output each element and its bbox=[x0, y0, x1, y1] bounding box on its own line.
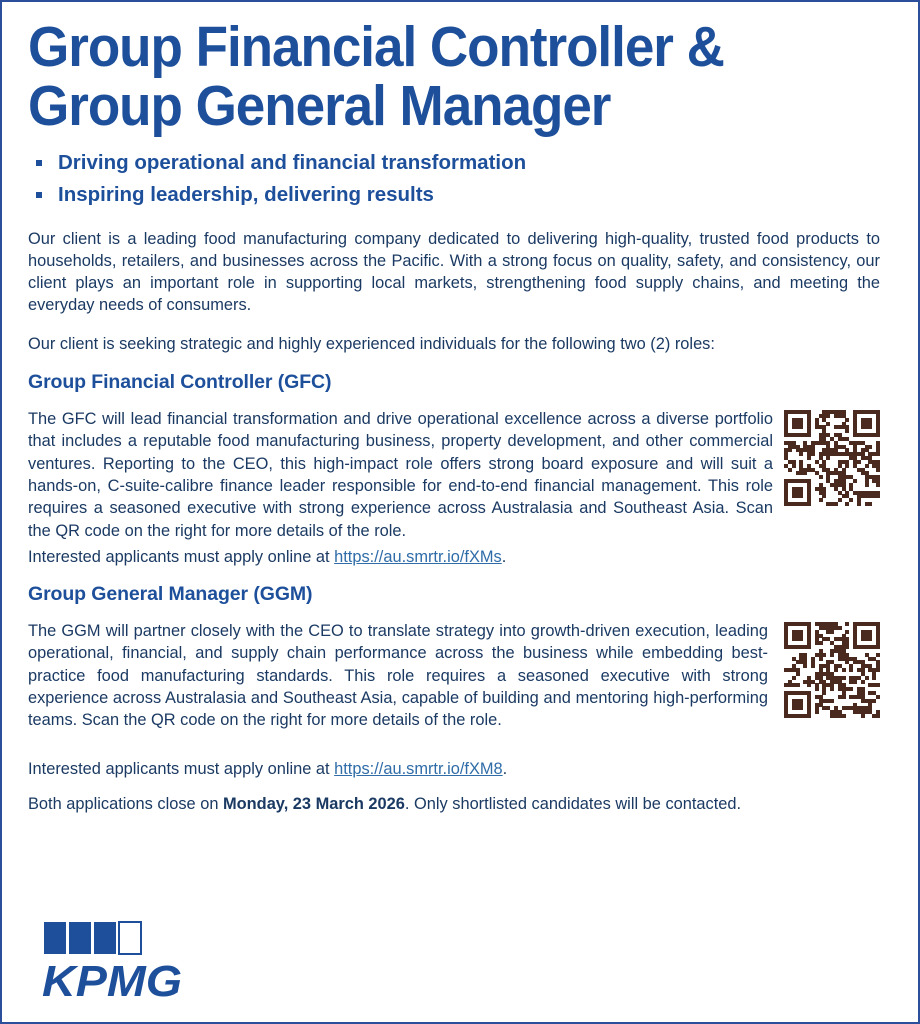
role-block-gfc bbox=[28, 408, 880, 548]
list-item bbox=[28, 185, 880, 206]
role-description-ggm: The GGM will partner closely with the CEO to translate strategy into growth-driven execution, leading operational, financial, and supply chain performance across the business while embedding best-practice food manufacturing standards. This role requires a seasoned executive with strong experience across Australasia and Southeast Asia, capable of building and mentoring high-performing teams. Scan the QR code on the right for more details of the role. bbox=[28, 622, 768, 730]
apply-suffix-ggm: . bbox=[502, 760, 508, 779]
closing-prefix: Both applications close on bbox=[28, 795, 223, 814]
apply-line-gfc bbox=[28, 548, 880, 567]
apply-prefix-ggm: Interested applicants must apply online at bbox=[28, 760, 335, 779]
page-title-line-1: Group Financial Controller & bbox=[28, 15, 724, 79]
page-title-line-2: Group General Manager bbox=[28, 74, 611, 139]
role-description-gfc: The GFC will lead financial transformation and drive operational excellence across a diverse portfolio that includes a reputable food manufacturing business, property development, and other commercial ventures. Reporting to the CEO, this high-impact role offers strong board exposure and will suit a hands-on, C-suite-calibre finance leader responsible for end-to-end financial management. This role requires a seasoned executive with strong experience across Australasia and Southeast Asia. Scan the QR code on the right for more details of the role. bbox=[28, 410, 773, 540]
bullet-label: Inspiring leadership, delivering results bbox=[58, 183, 434, 207]
apply-prefix-gfc: Interested applicants must apply online at bbox=[28, 548, 335, 567]
kpmg-logo bbox=[42, 920, 192, 1000]
apply-line-ggm bbox=[28, 760, 880, 779]
bullet-label: Driving operational and financial transformation bbox=[58, 150, 527, 174]
qr-code-gfc[interactable] bbox=[784, 410, 880, 506]
qr-code-ggm[interactable] bbox=[784, 622, 880, 718]
role-block-ggm bbox=[28, 620, 880, 760]
square-bullet-icon bbox=[36, 160, 42, 166]
apply-link-gfc[interactable]: https://au.smrtr.io/fXMs bbox=[334, 548, 502, 567]
list-item bbox=[28, 150, 880, 174]
key-points-list bbox=[28, 150, 880, 207]
closing-suffix: . Only shortlisted candidates will be contacted. bbox=[404, 795, 742, 814]
intro-paragraph: Our client is a leading food manufacturing company dedicated to delivering high-quality, trusted food products to households, retailers, and businesses across the Pacific. With a strong focus on quality, safety, and consistency, our client plays an important role in supporting local markets, strengthening food supply chains, and meeting the everyday needs of consumers. bbox=[28, 229, 880, 315]
closing-line bbox=[28, 795, 880, 814]
role-heading-gfc: Group Financial Controller (GFC) bbox=[28, 371, 332, 394]
page-title bbox=[28, 15, 820, 139]
square-bullet-icon bbox=[36, 192, 42, 198]
svg-text:KPMG: KPMG bbox=[42, 957, 182, 1000]
apply-link-ggm[interactable]: https://au.smrtr.io/fXM8 bbox=[334, 760, 503, 779]
closing-date: Monday, 23 March 2026 bbox=[223, 795, 405, 814]
role-heading-ggm: Group General Manager (GGM) bbox=[28, 583, 313, 606]
apply-suffix-gfc: . bbox=[501, 548, 507, 567]
seeking-paragraph: Our client is seeking strategic and highly experienced individuals for the following two (2) roles: bbox=[28, 334, 715, 353]
